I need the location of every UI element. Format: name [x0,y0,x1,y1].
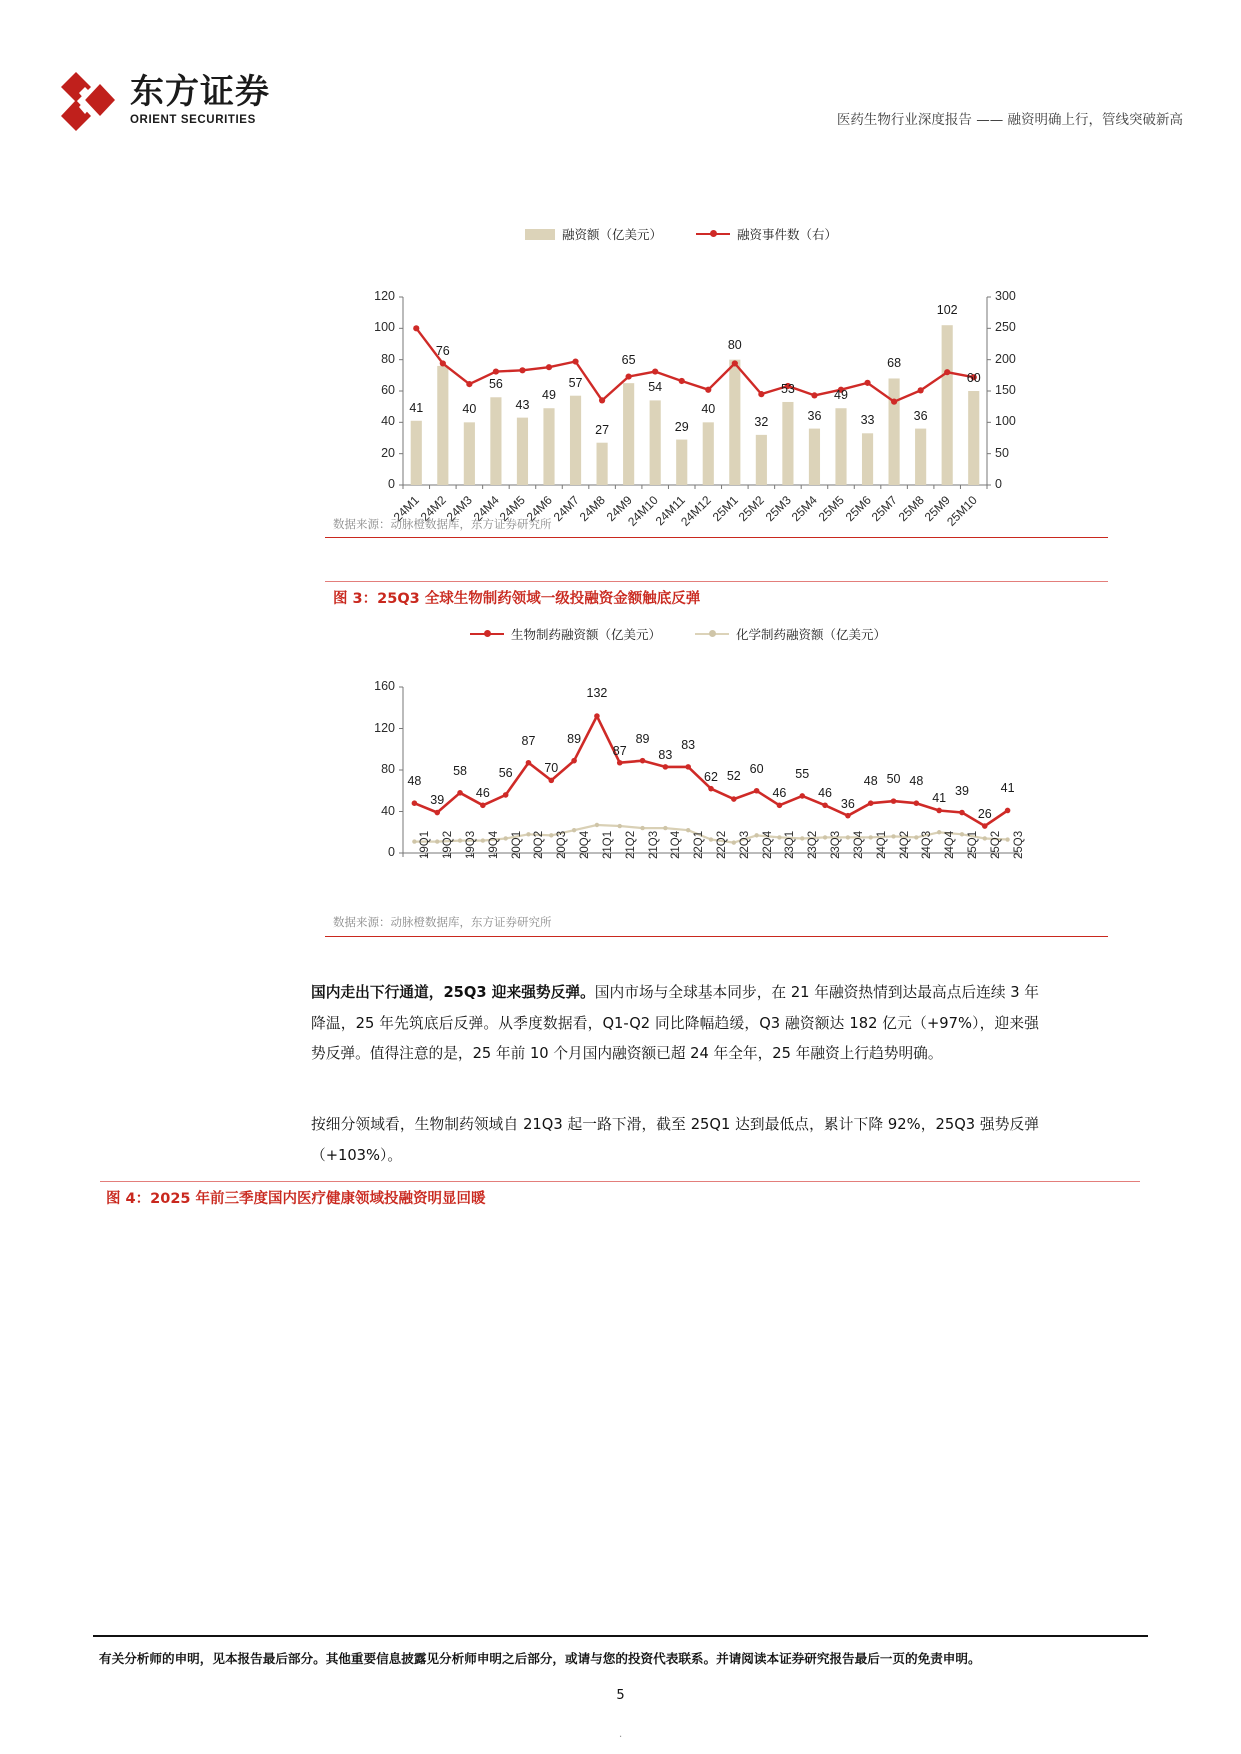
footer-rule [93,1635,1148,1637]
figure3-data-label: 87 [612,743,627,758]
figure3-xtick: 24Q2 [898,830,911,859]
body-paragraph-1-rest: 国内市场与全球基本同步，在 21 年融资热情到达最高点后连续 3 年降温，25 年先筑底后反弹。从季度数据看，Q1-Q2 同比降幅趋缓，Q3 融资额达 182 亿元（+97%），迎来强势反弹。值得注意的是，25 年前 10 个月国内融资额已超 24 年全年，25 年融资上行趋势明确。 [311,984,1039,1063]
figure3-xtick: 21Q2 [624,830,637,859]
figure2-y2tick: 0 [995,477,1002,491]
figure2-xtick: 24M9 [603,493,635,525]
figure2-data-label: 33 [860,413,875,428]
figure3-data-label: 83 [658,747,673,762]
footer-disclaimer: 有关分析师的申明，见本报告最后部分。其他重要信息披露见分析师申明之后部分，或请与您的投资代表联系。并请阅读本证券研究报告最后一页的免责申明。 [99,1651,981,1666]
figure3-data-label: 70 [544,761,559,776]
figure3-title: 图 3：25Q3 全球生物制药领域一级投融资金额触底反弹 [333,591,701,607]
figure3-xtick: 22Q2 [716,830,728,859]
figure2-data-label: 36 [807,408,822,423]
figure2-xtick: 25M8 [895,493,927,525]
figure3-xtick: 22Q4 [761,830,774,859]
figure3-xtick: 20Q1 [510,830,523,859]
figure2-data-label: 32 [754,414,769,429]
figure3-data-label: 36 [840,796,855,811]
figure3-xtick: 19Q4 [487,830,500,859]
figure3-legend [470,625,886,643]
legend-swatch-bar-icon [525,229,555,240]
figure3-xtick: 21Q3 [647,830,660,859]
figure2-xtick: 24M3 [444,493,476,525]
figure3-xtick: 20Q2 [533,830,546,859]
figure2-xtick: 25M10 [943,493,980,529]
figure3-data-label: 46 [772,786,787,801]
figure2-xtick: 24M1 [391,493,423,525]
figure2-y2tick: 100 [995,414,1016,429]
figure2-data-label: 65 [621,352,636,367]
figure3-xtick: 20Q3 [556,830,569,859]
legend-label-0: 融资额（亿美元） [562,227,663,242]
figure2-ytick: 40 [381,414,395,429]
figure3-data-label: 87 [521,733,536,748]
figure2-data-label: 60 [966,371,981,385]
figure2-source-rule [325,537,1108,538]
figure3-source-rule [325,936,1108,937]
figure3-xtick: 23Q2 [807,830,820,859]
figure2-data-label: 27 [595,422,610,437]
figure3-data-label: 52 [726,768,741,783]
legend-item-bar [525,225,662,243]
figure3-xtick: 24Q3 [921,830,934,859]
figure2-xtick: 24M4 [470,493,502,525]
figure2-y2tick: 50 [995,445,1009,460]
figure2-xtick: 25M9 [921,493,954,525]
figure3-data-label: 89 [635,731,650,746]
figure2-y2tick: 300 [995,289,1016,303]
figure3-data-label: 132 [586,685,608,700]
figure3-ytick: 120 [374,720,395,735]
figure2-data-label: 56 [488,377,503,392]
figure2-xtick: 25M1 [709,493,741,525]
legend-item-bio [470,625,661,643]
figure2-xtick: 25M6 [842,493,874,525]
figure2-data-label: 102 [936,303,958,318]
figure2-ytick: 60 [381,383,395,397]
legend-label-1: 融资事件数（右） [737,227,838,242]
company-logo [58,70,270,132]
figure2-ytick: 120 [374,289,395,303]
figure2-xtick: 25M5 [815,493,847,525]
figure3-data-label: 62 [704,769,718,784]
figure3-ytick: 0 [388,845,395,859]
figure4-title-rule [100,1181,1140,1182]
figure3-data-label: 55 [795,766,810,781]
figure3-xtick: 19Q1 [419,830,432,859]
figure3-title-rule [325,581,1108,582]
figure2-ytick: 0 [388,477,395,491]
figure3-chart [355,625,1035,925]
figure2-data-label: 76 [435,343,450,358]
body-paragraph-2: 按细分领域看，生物制药领域自 21Q3 起一路下滑，截至 25Q1 达到最低点，累计下降 92%，25Q3 强势反弹（+103%）。 [311,1116,1039,1164]
body-paragraph-1 [311,978,1039,1070]
figure3-data-label: 39 [430,793,445,808]
figure3-xtick: 22Q1 [693,830,706,859]
legend-swatch-chem-line-icon [695,629,729,640]
figure3-data-label: 48 [909,774,924,789]
figure4-title: 图 4：2025 年前三季度国内医疗健康领域投融资明显回暖 [106,1191,486,1207]
figure2-source: 数据来源：动脉橙数据库，东方证券研究所 [333,517,552,531]
figure2-chart [355,225,1035,545]
figure3-ytick: 40 [381,803,395,818]
figure3-xtick: 20Q4 [579,830,592,859]
figure2-data-label: 40 [701,402,716,417]
legend-label-bio: 生物制药融资额（亿美元） [511,627,662,642]
figure3-plot-svg [355,653,1035,925]
figure2-data-label: 57 [568,375,583,390]
figure2-data-label: 43 [515,397,530,412]
logo-text-en: ORIENT SECURITIES [130,114,256,127]
figure3-xtick: 24Q1 [875,830,888,859]
page-number: 5 [616,1688,625,1703]
figure3-xtick: 23Q3 [830,830,843,859]
figure3-data-label: 26 [977,806,992,821]
figure3-data-label: 46 [475,786,490,801]
figure2-xtick: 24M7 [550,493,582,525]
figure2-data-label: 49 [834,388,848,403]
figure3-xtick: 19Q3 [465,830,478,859]
figure3-xtick: 21Q4 [670,830,683,859]
figure2-xtick: 24M11 [652,493,688,529]
figure3-data-label: 58 [453,763,467,778]
figure2-ytick: 100 [374,320,395,335]
legend-swatch-line-icon [696,229,730,240]
figure2-xtick: 25M7 [868,493,900,525]
figure3-xtick: 22Q3 [738,830,751,859]
figure2-data-label: 53 [780,381,795,396]
figure3-xtick: 23Q1 [784,830,797,859]
figure2-ytick: 20 [381,445,395,460]
figure2-y2tick: 150 [995,383,1016,397]
figure2-y2tick: 250 [995,320,1016,335]
figure3-data-label: 89 [567,731,582,746]
figure3-xtick: 21Q1 [601,830,614,859]
figure3-xtick: 23Q4 [852,830,865,859]
figure3-xtick: 25Q3 [1012,830,1025,859]
figure2-xtick: 24M10 [625,493,662,529]
figure2-data-label: 49 [542,388,556,403]
figure2-xtick: 25M3 [762,493,794,525]
legend-swatch-bio-line-icon [470,629,504,640]
figure2-data-label: 40 [462,402,477,417]
figure2-xtick: 24M12 [678,493,715,529]
body-paragraph-1-bold: 国内走出下行通道，25Q3 迎来强势反弹。 [311,984,595,1001]
figure3-ytick: 160 [374,679,395,693]
figure2-xtick: 24M5 [497,493,529,525]
figure3-xtick: 25Q2 [989,830,1002,859]
figure2-data-label: 36 [913,408,928,423]
figure2-data-label: 29 [674,419,689,434]
figure3-data-label: 83 [681,737,696,752]
figure2-xtick: 24M6 [523,493,555,525]
figure3-data-label: 41 [1000,781,1015,796]
figure2-legend [525,225,837,243]
figure2-y2tick: 200 [995,351,1016,366]
figure3-source: 数据来源：动脉橙数据库，东方证券研究所 [333,915,552,929]
figure2-xtick: 25M4 [789,493,821,525]
figure3-xtick: 25Q1 [966,830,979,859]
figure3-data-label: 56 [498,765,513,780]
figure3-data-label: 50 [886,772,901,787]
figure3-data-label: 39 [955,783,969,798]
figure3-data-label: 46 [818,786,833,801]
figure2-data-label: 68 [887,356,902,371]
figure3-data-label: 48 [863,774,878,789]
figure3-xtick: 19Q2 [442,830,455,859]
figure2-xtick: 24M8 [576,493,608,525]
figure3-data-label: 48 [407,774,422,789]
figure2-xtick: 25M2 [736,493,768,525]
figure2-ytick: 80 [381,351,395,366]
legend-item-chem [695,625,886,643]
figure3-data-label: 41 [932,791,947,806]
figure2-data-label: 80 [727,337,742,352]
figure3-ytick: 80 [381,762,395,776]
page-header [0,0,1241,148]
orient-securities-logo-icon [58,70,118,132]
figure2-data-label: 41 [409,400,424,415]
figure3-xtick: 24Q4 [944,830,957,859]
legend-item-line [696,225,837,243]
legend-label-chem: 化学制药融资额（亿美元） [736,627,887,642]
header-report-subtitle: 医药生物行业深度报告 —— 融资明确上行，管线突破新高 [836,112,1183,128]
figure3-data-label: 60 [749,761,764,776]
figure2-xtick: 24M2 [417,493,449,525]
logo-text-cn: 东方证券 [130,72,270,113]
figure2-data-label: 54 [648,380,663,395]
page-footer-dot: . [618,1726,623,1740]
